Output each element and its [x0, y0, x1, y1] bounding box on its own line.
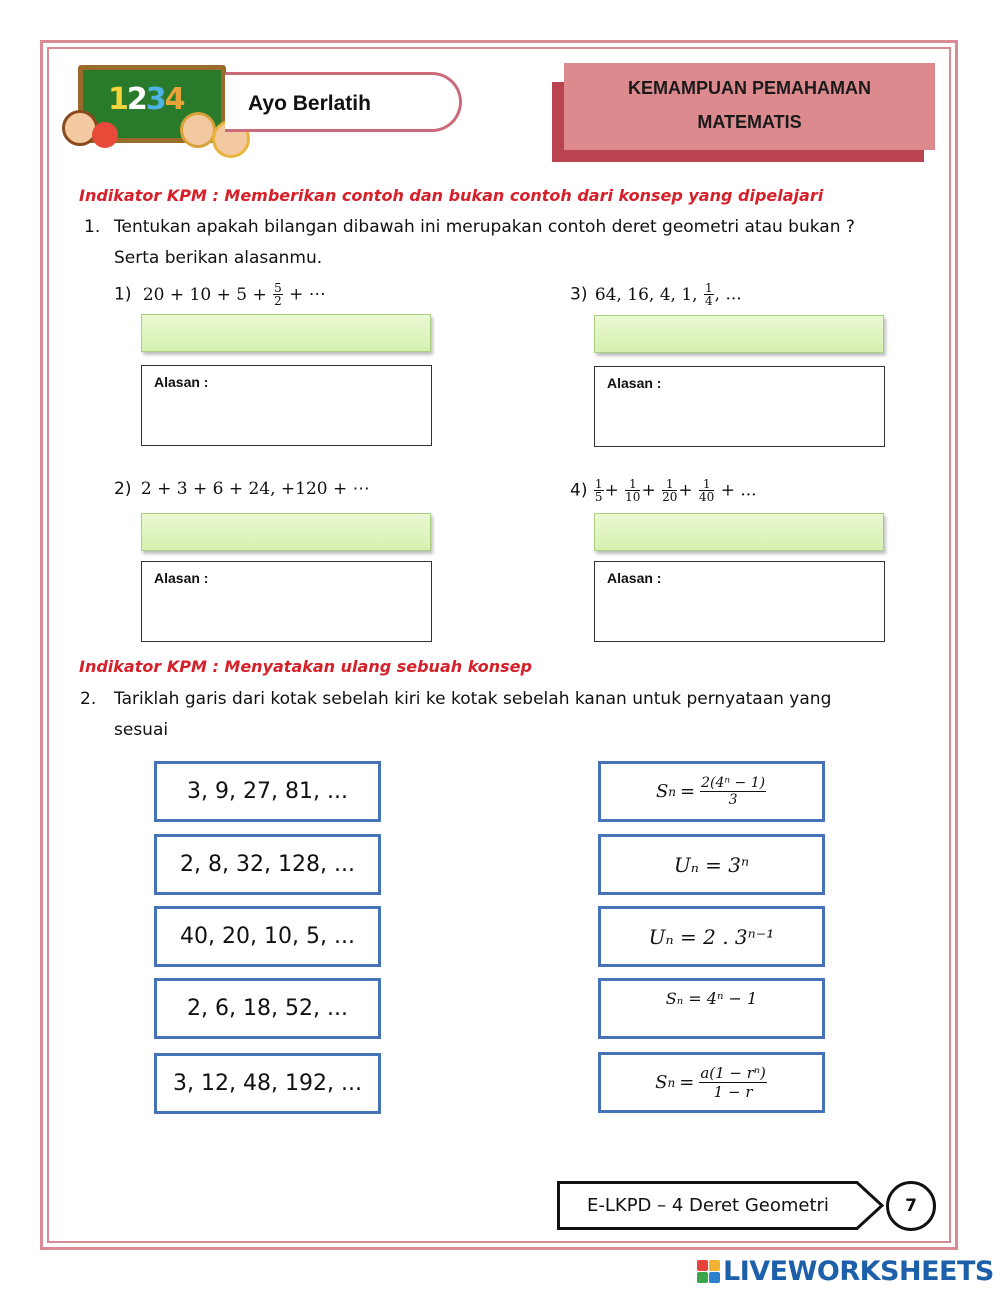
match-right-box-3[interactable]: Uₙ = 2 . 3ⁿ⁻¹: [598, 906, 825, 967]
match-left-box-2[interactable]: 2, 8, 32, 128, ...: [154, 834, 381, 895]
liveworksheets-logo: [697, 1256, 994, 1287]
frac-den: 1 − r: [713, 1083, 753, 1101]
item-1-expression: [114, 282, 326, 307]
question-2-text-line2: sesuai: [114, 720, 169, 740]
formula-sub: n: [668, 784, 677, 799]
question-2-number: 2.: [80, 689, 97, 709]
frac-num: 1: [662, 478, 677, 491]
formula-lhs: S: [655, 781, 669, 802]
fraction: [699, 478, 714, 503]
frac-den: 4: [705, 294, 713, 308]
formula-fraction: [700, 775, 766, 808]
frac-num: a(1 − rⁿ): [700, 1064, 766, 1082]
indikator-2: Indikator KPM : Menyatakan ulang sebuah konsep: [79, 657, 532, 676]
frac-num: 2(4ⁿ − 1): [701, 775, 766, 791]
reason-box-2[interactable]: [141, 561, 432, 642]
frac-den: 5: [594, 490, 603, 504]
fraction: [662, 478, 677, 503]
item-label: 3): [570, 284, 588, 305]
kpm-title-line1: KEMAMPUAN PEMAHAMAN: [628, 78, 871, 98]
item-4-expression: 4) $\frac{1}{5}$ + $\frac{1}{10}$ + $\frac{1}{20}$ + $\frac{1}{40}$ + ...: [570, 477, 757, 504]
child-illustration: [180, 112, 216, 148]
reason-label: Alasan :: [154, 374, 209, 390]
match-left-box-1[interactable]: 3, 9, 27, 81, ...: [154, 761, 381, 822]
match-left-box-5[interactable]: 3, 12, 48, 192, ...: [154, 1053, 381, 1114]
match-left-box-3[interactable]: 40, 20, 10, 5, ...: [154, 906, 381, 967]
fraction: [273, 282, 283, 307]
page-number: 7: [886, 1181, 936, 1231]
frac-den: 10: [625, 490, 641, 504]
question-1-text-line2: Serta berikan alasanmu.: [114, 248, 323, 268]
answer-field-4[interactable]: [594, 513, 884, 551]
item-label: 2): [114, 479, 132, 499]
match-right-box-2[interactable]: Uₙ = 3ⁿ: [598, 834, 825, 895]
math-text: + ⋯: [289, 284, 326, 305]
frac-num: 1: [625, 478, 640, 491]
board-digit: 4: [164, 82, 184, 117]
kpm-title-line2: MATEMATIS: [697, 112, 802, 132]
frac-den: 40: [699, 490, 715, 504]
question-1-text-line1: Tentukan apakah bilangan dibawah ini merupakan contoh deret geometri atau bukan ?: [114, 217, 855, 237]
reason-label: Alasan :: [607, 570, 662, 586]
frac-den: 3: [728, 792, 738, 808]
formula-fraction: [699, 1064, 767, 1101]
math-text: 20 + 10 + 5 +: [142, 284, 267, 305]
board-numbers: [108, 82, 184, 117]
answer-field-3[interactable]: [594, 315, 884, 353]
question-2-text-line1: Tariklah garis dari kotak sebelah kiri ke kotak sebelah kanan untuk pernyataan yang: [114, 689, 832, 709]
item-label: 4): [570, 480, 588, 501]
reason-box-1[interactable]: [141, 365, 432, 446]
answer-field-1[interactable]: [141, 314, 431, 352]
board-digit: 3: [145, 82, 165, 117]
item-label: 1): [114, 284, 132, 305]
liveworksheets-icon: [697, 1260, 720, 1283]
board-digit: 2: [126, 82, 146, 117]
math-text: , ...: [714, 284, 742, 305]
board-digit: 1: [108, 82, 127, 117]
item-2-expression: [114, 479, 370, 499]
frac-den: 2: [274, 294, 282, 308]
item-3-expression: [570, 282, 742, 307]
match-right-box-5[interactable]: S n = $\frac{\text{a(1 − rⁿ)}}{1 - r}$: [598, 1052, 825, 1113]
answer-field-2[interactable]: [141, 513, 431, 551]
liveworksheets-brand: LIVEWORKSHEETS: [723, 1256, 994, 1287]
reason-box-4[interactable]: [594, 561, 885, 642]
formula-lhs: S: [655, 1072, 668, 1093]
reason-label: Alasan :: [154, 570, 209, 586]
formula-sub: n: [667, 1075, 676, 1090]
indikator-1: Indikator KPM : Memberikan contoh dan bukan contoh dari konsep yang dipelajari: [79, 186, 824, 205]
frac-num: 5: [274, 281, 282, 295]
fraction: [594, 478, 604, 503]
fraction: [625, 478, 640, 503]
math-text: 2 + 3 + 6 + 24, +120 + ⋯: [140, 479, 370, 499]
match-right-box-4[interactable]: Sₙ = 4ⁿ − 1: [598, 978, 825, 1039]
frac-num: 1: [705, 281, 713, 295]
frac-num: 1: [699, 478, 714, 491]
reason-label: Alasan :: [607, 375, 662, 391]
child-illustration: [92, 122, 118, 148]
question-1-number: 1.: [84, 217, 101, 237]
match-left-box-4[interactable]: 2, 6, 18, 52, ...: [154, 978, 381, 1039]
math-text: + ...: [720, 480, 757, 501]
reason-box-3[interactable]: [594, 366, 885, 447]
match-right-box-1[interactable]: S n = $\frac{\text{2(4ⁿ − 1)}}{3}$: [598, 761, 825, 822]
frac-num: 1: [594, 477, 603, 491]
footer-title: E-LKPD – 4 Deret Geometri: [587, 1195, 829, 1216]
fraction: [704, 282, 714, 307]
frac-den: 20: [662, 490, 678, 504]
section-label: Ayo Berlatih: [248, 92, 371, 115]
kpm-title-box: [564, 63, 935, 150]
math-text: 64, 16, 4, 1,: [594, 284, 698, 305]
